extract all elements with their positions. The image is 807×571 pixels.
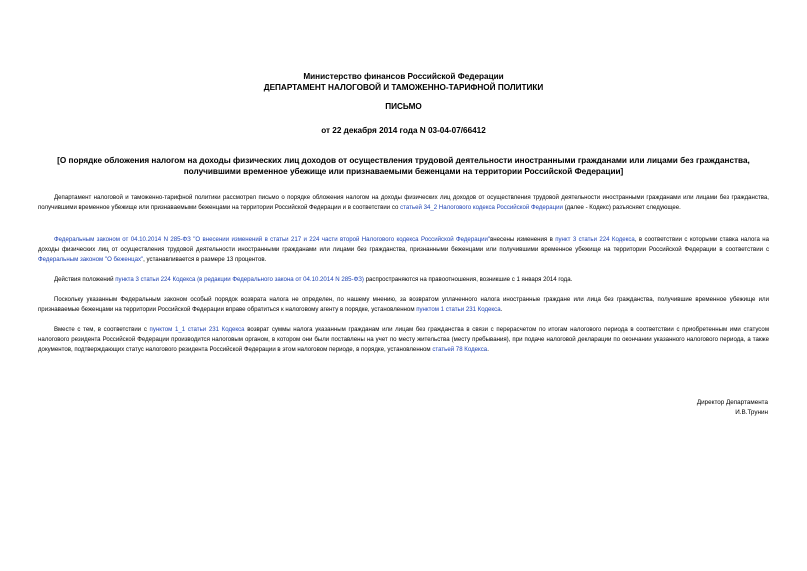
paragraph-text: Поскольку указанным Федеральным законом особый порядок возврата налога не определен, по нашему мнению, за возвратом уплаченного налога иностранные граждане или лица без гражданства, получившие временное убежище или признаваемые беженцами на территории Российской Федерации вправе обратиться к налоговому агенту в порядке, установленном bbox=[38, 296, 769, 313]
department-name: ДЕПАРТАМЕНТ НАЛОГОВОЙ И ТАМОЖЕННО-ТАРИФНОЙ ПОЛИТИКИ bbox=[263, 83, 544, 92]
paragraph-4 bbox=[38, 295, 769, 315]
paragraph-text: Действия положений bbox=[54, 276, 116, 283]
paragraph-1 bbox=[38, 193, 769, 213]
paragraph-2 bbox=[38, 235, 769, 265]
paragraph-text: Департамент налоговой и таможенно-тарифной политики рассмотрел письмо о порядке обложения налогом на доходы физических лиц доходов от осуществления трудовой деятельности иностранными гражданами или лицами без гражданства, получившими временное убежище или признаваемыми беженцами на территории Российской Федерации и в соответствии со bbox=[38, 194, 769, 211]
link-law-on-refugees[interactable]: Федеральным законом "О беженцах" bbox=[38, 256, 144, 263]
paragraph-text: внесены изменения в bbox=[490, 236, 556, 243]
paragraph-text: распространяются на правоотношения, возникшие с 1 января 2014 года. bbox=[363, 276, 573, 283]
paragraph-text: . bbox=[487, 346, 489, 353]
document-type: ПИСЬМО bbox=[385, 102, 422, 111]
link-article-224-p3[interactable]: пункт 3 статьи 224 Кодекса bbox=[555, 236, 635, 243]
link-article-231-p1[interactable]: пунктом 1 статьи 231 Кодекса bbox=[416, 306, 501, 313]
signature-position: Директор Департамента bbox=[696, 399, 768, 406]
link-article-78[interactable]: статьей 78 Кодекса bbox=[432, 346, 488, 353]
paragraph-text: , в соответствии с которыми ставка налога на доходы физических лиц от осуществления трудовой деятельности иностранными гражданами или лицами без гражданства, признанными беженцами или получившими временное убежище на территории Российской Федерации в соответствии с bbox=[38, 236, 769, 253]
ministry-name: Министерство финансов Российской Федерации bbox=[303, 72, 504, 81]
document-subject: [О порядке обложения налогом на доходы физических лиц доходов от осуществления трудовой деятельности иностранными гражданами или лицами без гражданства, получившими временное убежище или признаваемыми беженцами на территории Российской Федерации] bbox=[57, 156, 750, 176]
paragraph-3 bbox=[38, 275, 769, 285]
link-federal-law-285fz[interactable]: Федеральным законом от 04.10.2014 N 285-ФЗ "О внесении изменений в статьи 217 и 224 части второй Налогового кодекса Российской Федерации" bbox=[54, 236, 491, 243]
document-date-number: от 22 декабря 2014 года N 03-04-07/66412 bbox=[321, 126, 486, 135]
paragraph-text: (далее - Кодекс) разъясняет следующее. bbox=[562, 204, 681, 211]
paragraph-text: Вместе с тем, в соответствии с bbox=[54, 326, 150, 333]
link-article-224-p3-redaction[interactable]: пункта 3 статьи 224 Кодекса (в редакции Федерального закона от 04.10.2014 N 285-ФЗ) bbox=[115, 276, 364, 283]
paragraph-text: возврат суммы налога указанным гражданам или лицам без гражданства в связи с перерасчетом по итогам налогового периода в соответствии с приобретенным ими статусом налогового резидента Российской Федерации производится налоговым органом, в котором они были поставлены на учет по месту жительства (месту пребывания), при подаче налоговой декларации по окончании указанного налогового периода, а также документов, подтверждающих статус налогового резидента Российской Федерации в этом налоговом периоде, в порядке, установленном bbox=[38, 326, 770, 353]
paragraph-text: . bbox=[500, 306, 503, 313]
paragraph-text: , устанавливается в размере 13 процентов. bbox=[143, 256, 267, 263]
link-article-34-2[interactable]: статьей 34_2 Налогового кодекса Российской Федерации bbox=[400, 204, 563, 211]
link-article-231-p1-1[interactable]: пунктом 1_1 статьи 231 Кодекса bbox=[149, 326, 245, 333]
signature-name: И.В.Трунин bbox=[735, 409, 768, 416]
paragraph-5 bbox=[38, 325, 769, 355]
